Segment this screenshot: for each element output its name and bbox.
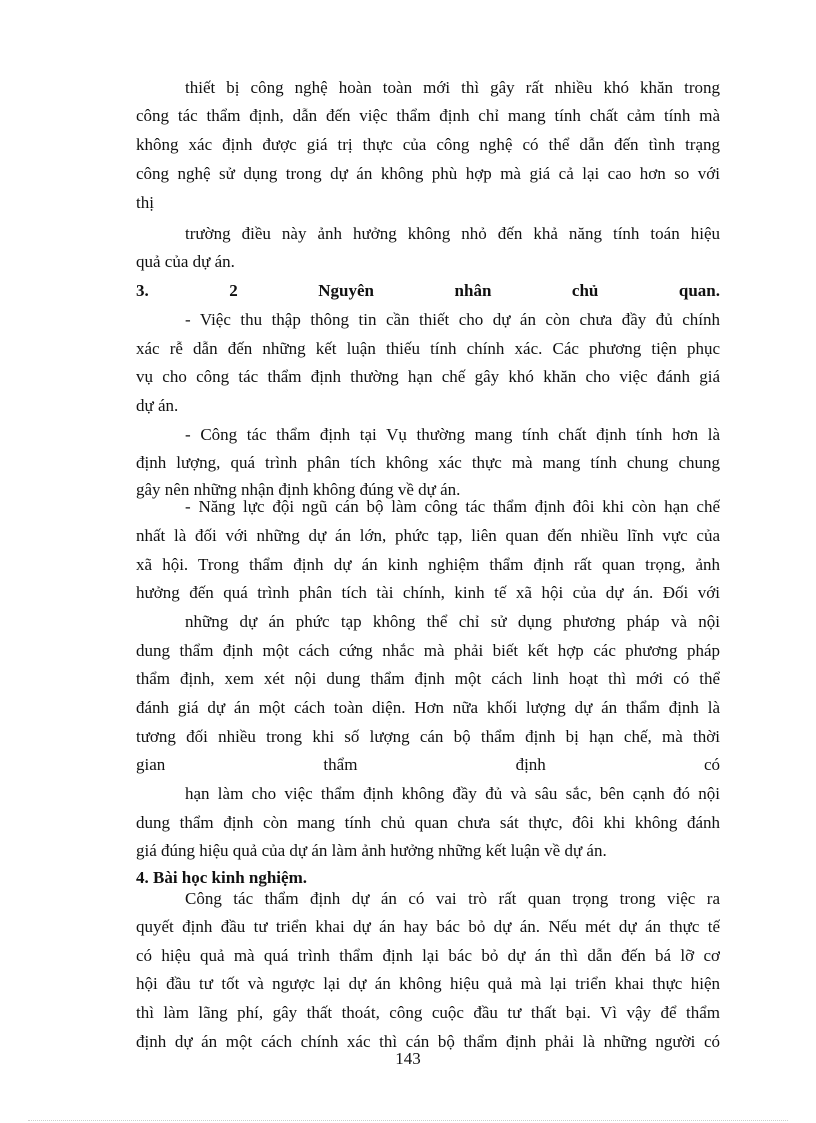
text-line: công nghệ sử dụng trong dự án không phù hợp mà giá cả lại cao hơn so với bbox=[136, 164, 720, 183]
text-line: xác rễ dẫn đến những kết luận thiếu tính chính xác. Các phương tiện phục bbox=[136, 339, 720, 358]
text-line: định dự án một cách chính xác thì cán bộ thẩm định phải là những người có bbox=[136, 1032, 720, 1051]
text-line: quyết định đầu tư triển khai dự án hay bác bỏ dự án. Nếu mét dự án thực tế bbox=[136, 917, 720, 936]
text-line: - Việc thu thập thông tin cần thiết cho dự án còn chưa đầy đủ chính bbox=[185, 310, 720, 329]
text-line: trường điều này ảnh hưởng không nhỏ đến khả năng tính toán hiệu bbox=[185, 224, 720, 243]
text-line: đánh giá dự án một cách toàn diện. Hơn nữa khối lượng dự án thẩm định là bbox=[136, 698, 720, 717]
text-line: thị bbox=[136, 193, 154, 212]
text-line: dung thẩm định một cách cứng nhắc mà phải biết kết hợp các phương pháp bbox=[136, 641, 720, 660]
text-line: - Công tác thẩm định tại Vụ thường mang tính chất định tính hơn là bbox=[185, 425, 720, 444]
text-line: gây nên những nhận định không đúng về dự án. bbox=[136, 480, 461, 499]
text-line: - Năng lực đội ngũ cán bộ làm công tác thẩm định đôi khi còn hạn chế bbox=[185, 497, 720, 516]
text-line: thì làm lãng phí, gây thất thoát, công cuộc đầu tư thất bại. Vì vậy để thẩm bbox=[136, 1003, 720, 1022]
text-line: dung thẩm định còn mang tính chủ quan chưa sát thực, đôi khi không đánh bbox=[136, 813, 720, 832]
section-heading: 3. 2 Nguyên nhân chủ quan. bbox=[136, 281, 720, 300]
text-line: những dự án phức tạp không thể chỉ sử dụng phương pháp và nội bbox=[185, 612, 720, 631]
text-line: vụ cho công tác thẩm định thường hạn chế gây khó khăn cho việc đánh giá bbox=[136, 367, 720, 386]
text-line: định lượng, quá trình phân tích không xác thực mà mang tính chung chung bbox=[136, 453, 720, 472]
text-line: có hiệu quả mà quá trình thẩm định lại bác bỏ dự án thì dẫn đến bá lỡ cơ bbox=[136, 946, 720, 965]
text-line: xã hội. Trong thẩm định dự án kinh nghiệm thẩm định rất quan trọng, ảnh bbox=[136, 555, 720, 574]
text-line: gian thẩm định có bbox=[136, 755, 720, 774]
text-line: không xác định được giá trị thực của công nghệ có thể dẫn đến tình trạng bbox=[136, 135, 720, 154]
page-number: 143 bbox=[395, 1049, 421, 1068]
text-line: hưởng đến quá trình phân tích tài chính, kinh tế xã hội của dự án. Đối với bbox=[136, 583, 720, 602]
text-line: quả của dự án. bbox=[136, 252, 235, 271]
text-line: hạn làm cho việc thẩm định không đầy đủ và sâu sắc, bên cạnh đó nội bbox=[185, 784, 720, 803]
page-edge-rule bbox=[28, 1120, 788, 1121]
text-line: hội đầu tư tốt và ngược lại dự án không hiệu quả mà lại triển khai thực hiện bbox=[136, 974, 720, 993]
text-line: giá đúng hiệu quả của dự án làm ảnh hưởng những kết luận về dự án. bbox=[136, 841, 607, 860]
text-line: Công tác thẩm định dự án có vai trò rất quan trọng trong việc ra bbox=[185, 889, 720, 908]
text-line: thiết bị công nghệ hoàn toàn mới thì gây rất nhiều khó khăn trong bbox=[185, 78, 720, 97]
text-line: dự án. bbox=[136, 396, 179, 415]
text-line: công tác thẩm định, dẫn đến việc thẩm định chỉ mang tính chất cảm tính mà bbox=[136, 106, 720, 125]
text-line: tương đối nhiều trong khi số lượng cán bộ thẩm định bị hạn chế, mà thời bbox=[136, 727, 720, 746]
text-line: thẩm định, xem xét nội dung thẩm định một cách linh hoạt thì mới có thể bbox=[136, 669, 720, 688]
text-line: nhất là đối với những dự án lớn, phức tạp, liên quan đến nhiều lĩnh vực của bbox=[136, 526, 720, 545]
section-heading: 4. Bài học kinh nghiệm. bbox=[136, 868, 307, 887]
